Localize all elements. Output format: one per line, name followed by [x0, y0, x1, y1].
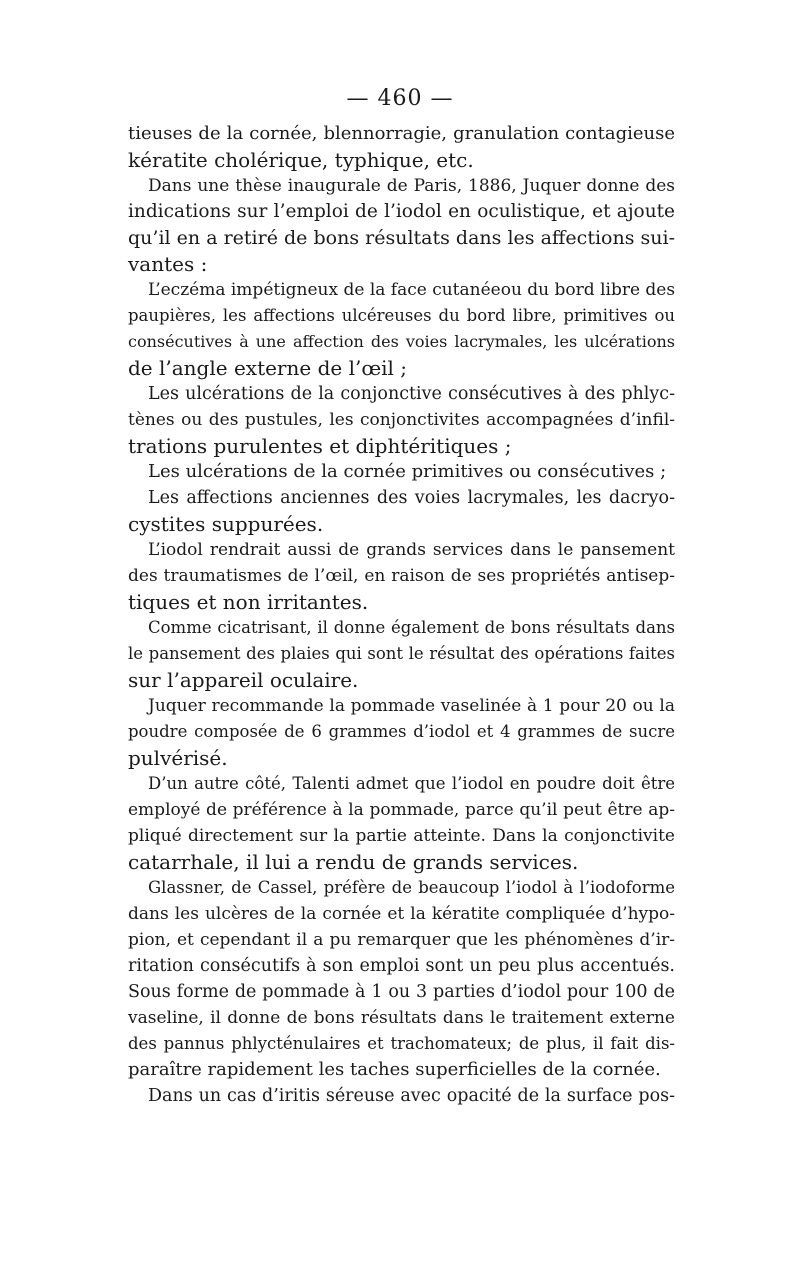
text-line: Sous forme de pommade à 1 ou 3 parties d’iodol pour 100 de: [128, 982, 675, 1002]
text-line: de l’angle externe de l’œil ;: [128, 356, 407, 380]
text-line: employé de préférence à la pommade, parce qu’il peut être ap-: [128, 800, 675, 820]
text-line: pulvérisé.: [128, 746, 228, 770]
text-line: tènes ou des pustules, les conjonctivites accompagnées d’infil-: [128, 410, 675, 430]
text-line: Dans un cas d’iritis séreuse avec opacité de la surface pos-: [148, 1086, 675, 1106]
text-line: Les ulcérations de la conjonctive consécutives à des phlyc-: [148, 384, 675, 404]
text-line: paraître rapidement les taches superficielles de la cornée.: [128, 1059, 661, 1080]
text-line: tiques et non irritantes.: [128, 590, 369, 614]
text-line: poudre composée de 6 grammes d’iodol et 4 grammes de sucre: [128, 722, 675, 741]
text-line: Juquer recommande la pommade vaselinée à 1 pour 20 ou la: [148, 696, 675, 716]
text-line: Dans une thèse inaugurale de Paris, 1886, Juquer donne des: [148, 176, 675, 196]
body-text: [128, 121, 675, 1109]
text-line: L’iodol rendrait aussi de grands services dans le pansement: [148, 540, 675, 560]
text-line: indications sur l’emploi de l’iodol en oculistique, et ajoute: [128, 201, 675, 222]
text-line: catarrhale, il lui a rendu de grands services.: [128, 850, 579, 874]
text-line: trations purulentes et diphtéritiques ;: [128, 434, 512, 458]
text-line: Glassner, de Cassel, préfère de beaucoup l’iodol à l’iodoforme: [148, 878, 675, 897]
text-line: qu’il en a retiré de bons résultats dans les affections sui-: [128, 227, 675, 249]
text-line: sur l’appareil oculaire.: [128, 668, 359, 692]
text-line: consécutives à une affection des voies lacrymales, les ulcérations: [128, 332, 675, 351]
text-line: le pansement des plaies qui sont le résultat des opérations faites: [128, 644, 675, 663]
text-line: cystites suppurées.: [128, 512, 324, 536]
page-number: — 460 —: [346, 86, 454, 111]
text-line: pliqué directement sur la partie atteinte. Dans la conjonctivite: [128, 826, 675, 846]
text-line: pion, et cependant il a pu remarquer que les phénomènes d’ir-: [128, 930, 675, 950]
text-line: des traumatismes de l’œil, en raison de ses propriétés antisep-: [128, 566, 675, 586]
text-line: dans les ulcères de la cornée et la kératite compliquée d’hypo-: [128, 904, 675, 924]
text-line: Comme cicatrisant, il donne également de bons résultats dans: [148, 618, 675, 637]
text-line: D’un autre côté, Talenti admet que l’iodol en poudre doit être: [148, 774, 675, 793]
text-line: vantes :: [128, 252, 208, 276]
text-line: paupières, les affections ulcéreuses du bord libre, primitives ou: [128, 306, 675, 325]
text-line: Les ulcérations de la cornée primitives ou consécutives ;: [148, 461, 667, 482]
text-line: des pannus phlycténulaires et trachomateux; de plus, il fait dis-: [128, 1034, 675, 1053]
text-line: Les affections anciennes des voies lacrymales, les dacryo-: [148, 488, 675, 508]
text-line: vaseline, il donne de bons résultats dans le traitement externe: [128, 1008, 675, 1028]
text-line: kératite cholérique, typhique, etc.: [128, 148, 474, 172]
text-line: L’eczéma impétigneux de la face cutanéeou du bord libre des: [148, 280, 676, 300]
text-line: tieuses de la cornée, blennorragie, granulation contagieuse: [128, 123, 675, 144]
text-line: ritation consécutifs à son emploi sont un peu plus accentués.: [128, 956, 675, 976]
